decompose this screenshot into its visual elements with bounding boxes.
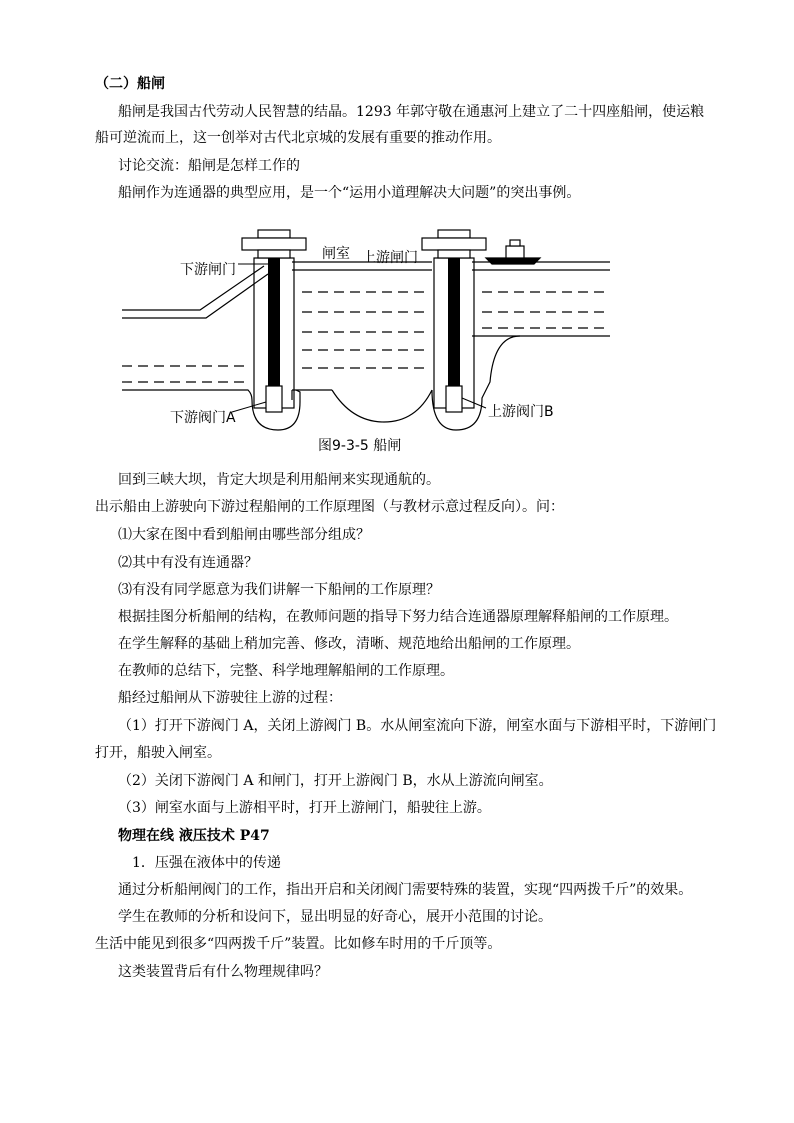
label-upper-gate: 上游闸门	[362, 250, 418, 266]
ship-lock-figure	[120, 222, 640, 462]
body-line: 出示船由上游驶向下游过程船闸的工作原理图（与教材示意过程反向）。问：	[95, 499, 564, 515]
label-chamber: 闸室	[322, 246, 350, 262]
section-title: （二）船闸	[95, 76, 165, 92]
step-2: （2）关闭下游阀门 A 和闸门，打开上游阀门 B，水从上游流向闸室。	[118, 773, 553, 789]
paragraph-line: 船闸作为连通器的典型应用，是一个“运用小道理解决大问题”的突出事例。	[118, 185, 581, 201]
label-lower-gate: 下游闸门	[180, 262, 236, 278]
body-line: 船经过船闸从下游驶往上游的过程：	[118, 690, 342, 706]
paragraph-line: 讨论交流：船闸是怎样工作的	[118, 158, 300, 174]
question-3: ⑶有没有同学愿意为我们讲解一下船闸的工作原理？	[118, 582, 440, 598]
step-1: （1）打开下游阀门 A，关闭上游阀门 B。水从闸室流向下游，闸室水面与下游相平时，下游闸门	[118, 718, 717, 734]
step-1-cont: 打开，船驶入闸室。	[95, 745, 221, 761]
subheading: 物理在线 液压技术 P47	[118, 828, 270, 844]
body-line: 根据挂图分析船闸的结构，在教师问题的指导下努力结合连通器原理解释船闸的工作原理。	[118, 609, 678, 625]
body-line: 在教师的总结下，完整、科学地理解船闸的工作原理。	[118, 663, 454, 679]
paragraph-line: 船可逆流而上，这一创举对古代北京城的发展有重要的推动作用。	[95, 130, 501, 146]
question-2: ⑵其中有没有连通器？	[118, 555, 258, 571]
question-1: ⑴大家在图中看到船闸由哪些部分组成？	[118, 527, 370, 543]
label-valve-a: 下游阀门A	[170, 410, 236, 426]
label-valve-b: 上游阀门B	[488, 404, 554, 420]
paragraph-line: 船闸是我国古代劳动人民智慧的结晶。1293 年郭守敬在通惠河上建立了二十四座船闸，使运粮	[118, 104, 705, 120]
body-line: 这类装置背后有什么物理规律吗？	[118, 964, 328, 980]
body-line: 在学生解释的基础上稍加完善、修改，清晰、规范地给出船闸的工作原理。	[118, 636, 580, 652]
body-line: 回到三峡大坝，肯定大坝是利用船闸来实现通航的。	[118, 472, 440, 488]
subheading-item: 1．压强在液体中的传递	[132, 855, 281, 871]
step-3: （3）闸室水面与上游相平时，打开上游闸门，船驶往上游。	[118, 800, 491, 816]
body-line: 生活中能见到很多“四两拨千斤”装置。比如修车时用的千斤顶等。	[95, 936, 502, 952]
body-line: 学生在教师的分析和设问下，显出明显的好奇心，展开小范围的讨论。	[118, 909, 552, 925]
figure-caption: 图9-3-5 船闸	[318, 438, 402, 454]
body-line: 通过分析船闸阀门的工作，指出开启和关闭阀门需要特殊的装置，实现“四两拨千斤”的效果。	[118, 882, 693, 898]
